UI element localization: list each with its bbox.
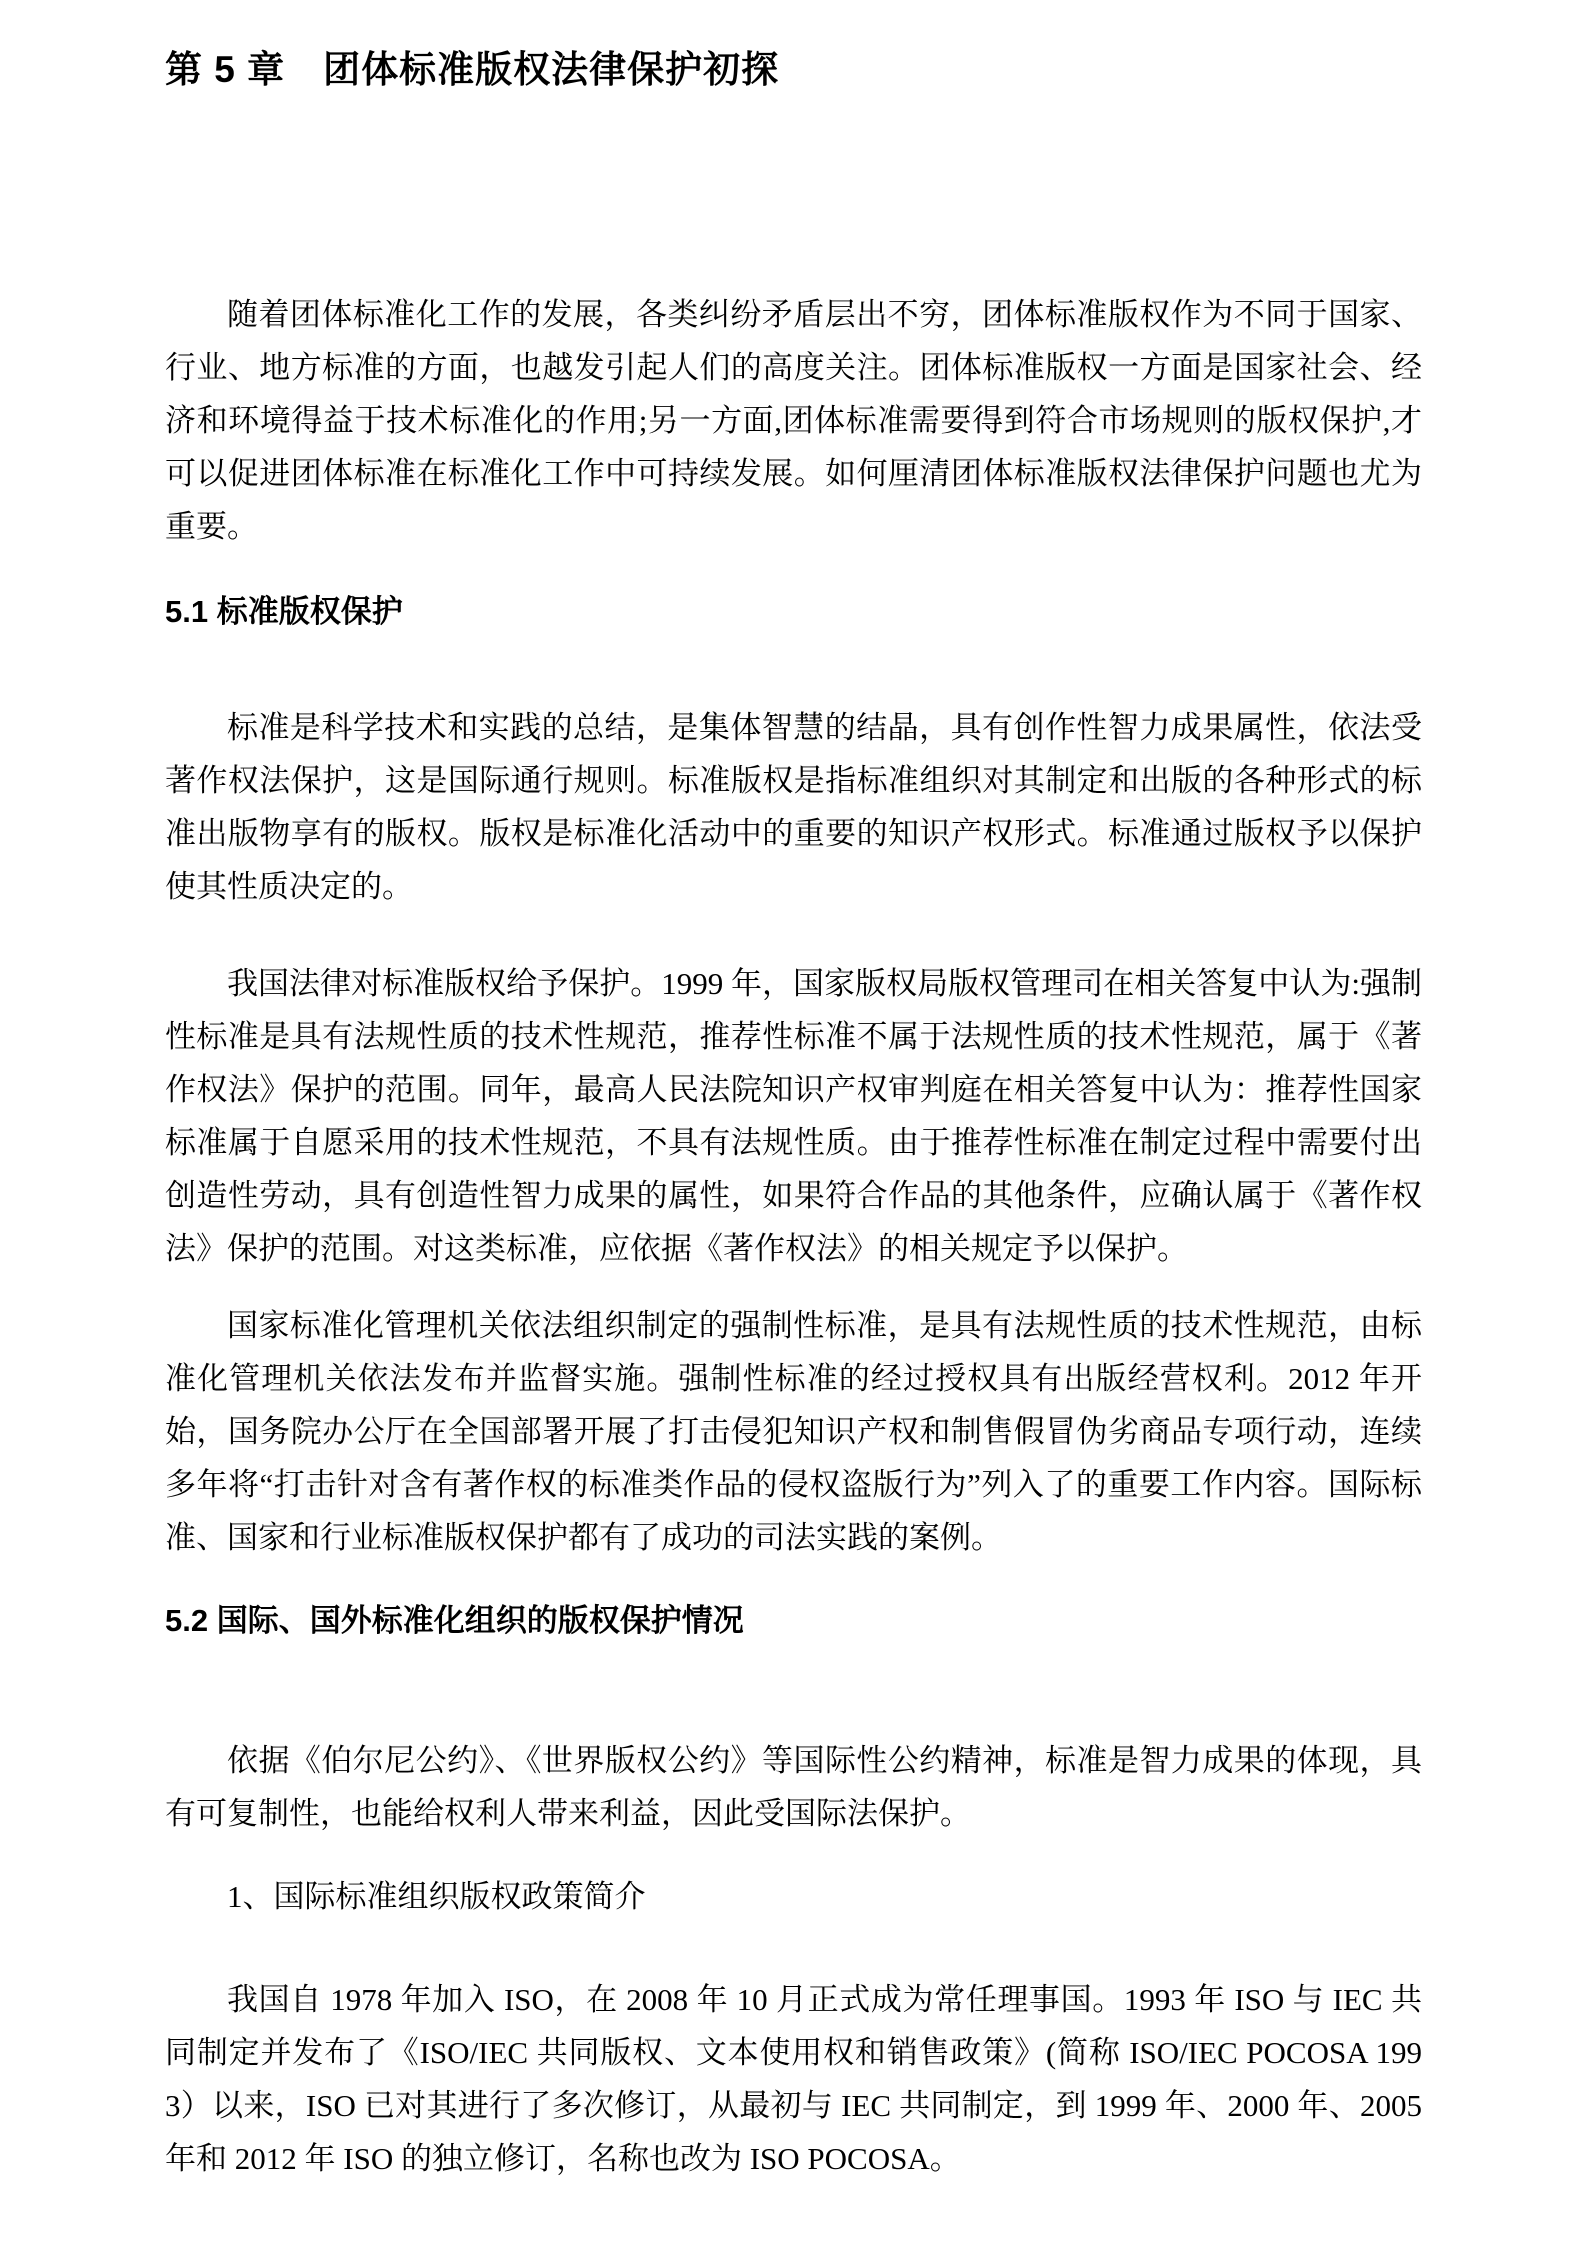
chapter-title: 第 5 章 团体标准版权法律保护初探 <box>165 49 780 90</box>
list-item-iso-policy-intro: 1、国际标准组织版权政策简介 <box>227 1879 646 1914</box>
section-heading-5-1: 5.1 标准版权保护 <box>165 594 403 629</box>
paragraph-international-conventions: 依据《伯尔尼公约》、《世界版权公约》等国际性公约精神，标准是智力成果的体现，具有可复制性，也能给权利人带来利益，因此受国际法保护。 <box>165 1743 1422 1831</box>
section-heading-5-2: 5.2 国际、国外标准化组织的版权保护情况 <box>165 1603 744 1638</box>
paragraph-mandatory-standards: 国家标准化管理机关依法组织制定的强制性标准，是具有法规性质的技术性规范，由标准化管理机关依法发布并监督实施。强制性标准的经过授权具有出版经营权利。2012 年开始，国务院办公厅在全国部署开展了打击侵犯知识产权和制售假冒伪劣商品专项行动，连续多年将“打击针对含有著作权的标准类作品的侵权盗版行为”列入了的重要工作内容。国际标准、国家和行业标准版权保护都有了成功的司法实践的案例。 <box>165 1308 1422 1555</box>
paragraph-china-law-protection: 我国法律对标准版权给予保护。1999 年，国家版权局版权管理司在相关答复中认为:强制性标准是具有法规性质的技术性规范，推荐性标准不属于法规性质的技术性规范，属于《著作权法》保护的范围。同年，最高人民法院知识产权审判庭在相关答复中认为：推荐性国家标准属于自愿采用的技术性规范，不具有法规性质。由于推荐性标准在制定过程中需要付出创造性劳动，具有创造性智力成果的属性，如果符合作品的其他条件，应确认属于《著作权法》保护的范围。对这类标准，应依据《著作权法》的相关规定予以保护。 <box>165 966 1422 1266</box>
paragraph-standard-copyright: 标准是科学技术和实践的总结，是集体智慧的结晶，具有创作性智力成果属性，依法受著作权法保护，这是国际通行规则。标准版权是指标准组织对其制定和出版的各种形式的标准出版物享有的版权。版权是标准化活动中的重要的知识产权形式。标准通过版权予以保护使其性质决定的。 <box>165 710 1422 904</box>
intro-paragraph: 随着团体标准化工作的发展，各类纠纷矛盾层出不穷，团体标准版权作为不同于国家、行业、地方标准的方面，也越发引起人们的高度关注。团体标准版权一方面是国家社会、经济和环境得益于技术标准化的作用;另一方面,团体标准需要得到符合市场规则的版权保护,才可以促进团体标准在标准化工作中可持续发展。如何厘清团体标准版权法律保护问题也尤为重要。 <box>165 297 1422 544</box>
paragraph-iso-history: 我国自 1978 年加入 ISO，在 2008 年 10 月正式成为常任理事国。1993 年 ISO 与 IEC 共同制定并发布了《ISO/IEC 共同版权、文本使用权和销售政策》(简称 ISO/IEC POCOSA 1993）以来，ISO 已对其进行了多次修订，从最初与 IEC 共同制定，到 1999 年、2000 年、2005 年和 2012 年 ISO 的独立修订，名称也改为 ISO POCOSA。 <box>165 1982 1422 2176</box>
